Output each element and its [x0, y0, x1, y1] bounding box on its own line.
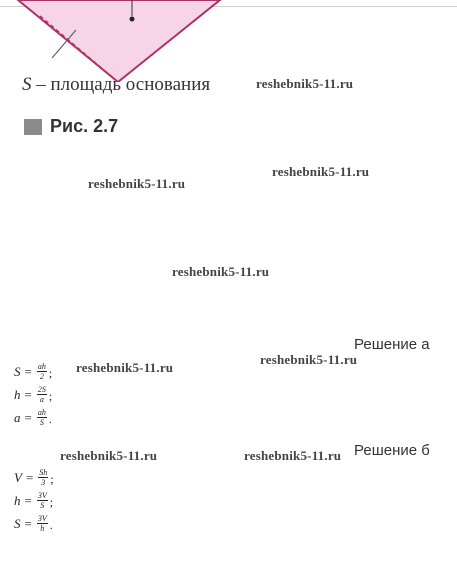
formula-fraction [37, 362, 47, 381]
fraction-denominator: S [39, 418, 44, 427]
fraction-denominator: S [40, 501, 45, 510]
formula-punct: . [49, 518, 53, 532]
formula-fraction [37, 514, 48, 533]
pyramid-figure [0, 0, 240, 82]
formula-fraction [38, 468, 48, 487]
solution-a-heading: Решение а [354, 336, 430, 353]
formula-b-2: h = $\frac{3V}{S}$ ; [14, 491, 54, 510]
formula-fraction [37, 491, 48, 510]
solution-b-heading: Решение б [354, 442, 430, 459]
watermark: reshebnik5-11.ru [60, 448, 158, 463]
formula-a-2: h = $\frac{2S}{a}$ ; [14, 385, 53, 404]
figure-caption [22, 74, 210, 96]
fraction-denominator: a [39, 395, 44, 404]
formula-punct: ; [48, 366, 53, 380]
fraction-numerator: 3V [37, 491, 47, 500]
caption-variable: S [22, 74, 32, 95]
formula-a-1: S = $\frac{ah}{2}$ ; [14, 362, 53, 381]
fraction-denominator: 2 [39, 372, 44, 381]
formula-punct: ; [50, 472, 54, 486]
formula-punct: ; [49, 495, 54, 509]
watermark: reshebnik5-11.ru [88, 176, 186, 191]
formula-punct: ; [48, 389, 53, 403]
formula-lhs: V [14, 469, 22, 485]
watermark: reshebnik5-11.ru [260, 352, 358, 367]
watermark: reshebnik5-11.ru [256, 76, 354, 91]
fraction-numerator: ah [37, 408, 46, 417]
pyramid-base-face [18, 0, 220, 82]
formula-a-3: a = $\frac{ah}{S}$ . [14, 408, 52, 427]
fraction-numerator: ah [37, 362, 46, 371]
formula-lhs: h [14, 492, 21, 508]
figure-label-text: Рис. 2.7 [50, 116, 119, 136]
pyramid-height-foot [130, 17, 135, 22]
formula-lhs: S [14, 515, 21, 531]
formula-b-3: S = $\frac{3V}{h}$ . [14, 514, 53, 533]
watermark: reshebnik5-11.ru [172, 264, 270, 279]
fraction-numerator: 2S [37, 385, 46, 394]
fraction-denominator: 3 [41, 478, 46, 487]
figure-label [24, 116, 118, 137]
formula-b-1: V = $\frac{Sh}{3}$ ; [14, 468, 54, 487]
formula-lhs: a [14, 409, 21, 425]
formula-lhs: h [14, 386, 21, 402]
watermark: reshebnik5-11.ru [272, 164, 370, 179]
watermark: reshebnik5-11.ru [76, 360, 174, 375]
figure-marker-icon [24, 119, 42, 135]
fraction-denominator: h [40, 524, 45, 533]
watermark: reshebnik5-11.ru [244, 448, 342, 463]
fraction-numerator: Sh [39, 468, 48, 477]
caption-text: – площадь основания [31, 74, 211, 95]
fraction-numerator: 3V [37, 514, 47, 523]
formula-fraction [37, 408, 47, 427]
formula-lhs: S [14, 363, 21, 379]
formula-fraction [37, 385, 47, 404]
formula-punct: . [48, 412, 52, 426]
